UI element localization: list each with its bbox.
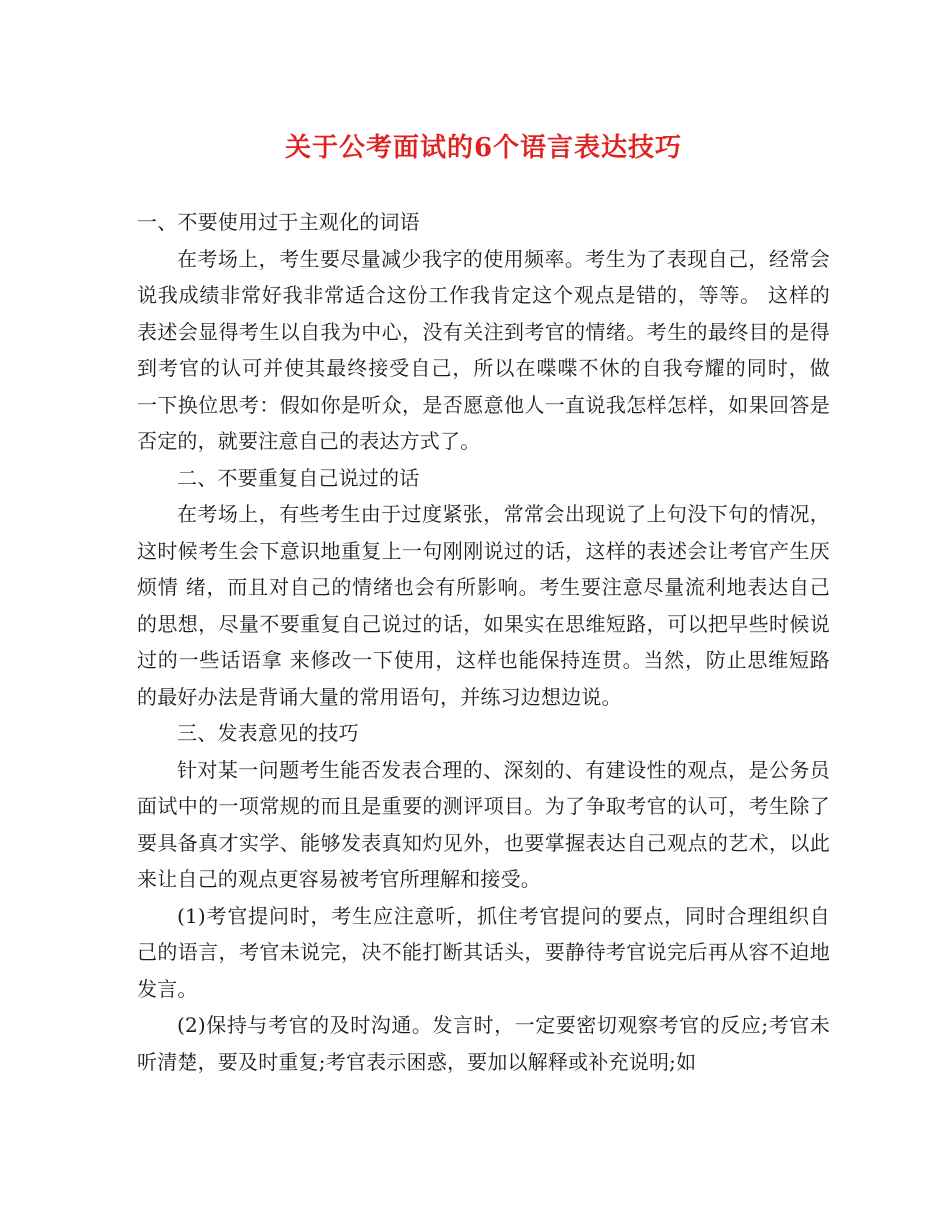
paragraph-3: 针对某一问题考生能否发表合理的、深刻的、有建设性的观点，是公务员面试中的一项常规的而且是重要的测评项目。为了争取考官的认可，考生除了要具备真才实学、能够发表真知灼见外，也要掌握表达自己观点的艺术，以此来让自己的观点更容易被考官所理解和接受。 [137,757,830,891]
list-item-2: (2)保持与考官的及时沟通。发言时，一定要密切观察考官的反应;考官未听清楚，要及时重复;考官表示困惑，要加以解释或补充说明;如 [137,1013,830,1074]
section-heading-3: 三、发表意见的技巧 [177,721,359,745]
section-heading-1: 一、不要使用过于主观化的词语 [137,210,420,234]
paragraph-1: 在考场上，考生要尽量减少我字的使用频率。考生为了表现自己，经常会说我成绩非常好我非常适合这份工作我肯定这个观点是错的，等等。 这样的表述会显得考生以自我为中心，没有关注到考官的情绪。考生的最终目的是得到考官的认可并使其最终接受自己，所以在喋喋不休的自我夸耀的同时，做 一下换位思考：假如你是听众，是否愿意他人一直说我怎样怎样，如果回答是否定的，就要注意自己的表达方式了。 [137,246,830,453]
section-heading-2: 二、不要重复自己说过的话 [177,465,420,490]
document-title: 关于公考面试的6个语言表达技巧 [284,133,683,163]
list-item-1: (1)考官提问时，考生应注意听，抓住考官提问的要点，同时合理组织自己的语言，考官未说完，决不能打断其话头，要静待考官说完后再从容不迫地发言。 [137,903,830,1001]
document-body [137,204,830,1080]
paragraph-2: 在考场上，有些考生由于过度紧张，常常会出现说了上句没下句的情况，这时候考生会下意识地重复上一句刚刚说过的话，这样的表述会让考官产生厌烦情 绪，而且对自己的情绪也会有所影响。考生要注意尽量流利地表达自己的思想，尽量不要重复自己说过的话，如果实在思维短路，可以把早些时候说过的一些话语拿 来修改一下使用，这样也能保持连贯。当然，防止思维短路的最好办法是背诵大量的常用语句，并练习边想边说。 [137,502,830,709]
